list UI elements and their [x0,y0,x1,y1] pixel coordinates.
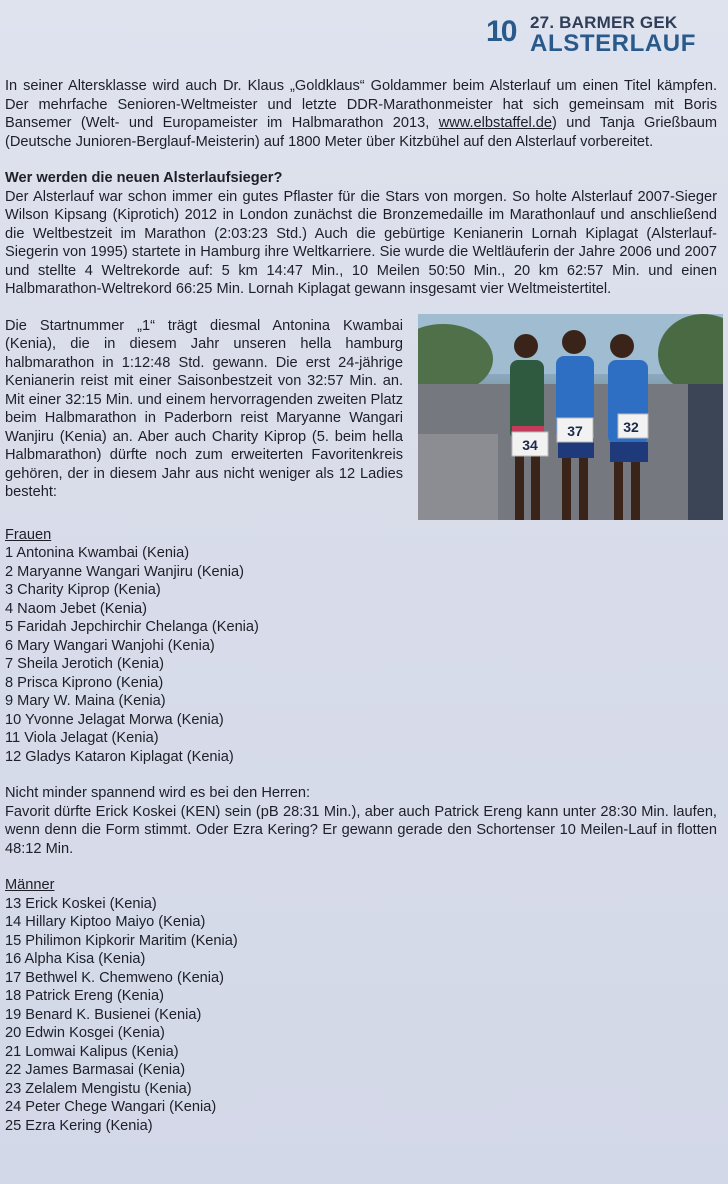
runners-photo [418,314,723,520]
logo-name: ALSTERLAUF [530,30,696,57]
list-item: 20 Edwin Kosgei (Kenia) [5,1025,165,1041]
list-item: 22 James Barmasai (Kenia) [5,1062,186,1078]
list-item: 21 Lomwai Kalipus (Kenia) [5,1043,179,1060]
intro-text-before: In seiner Altersklasse wird auch Dr. Klaus „Goldklaus“ Goldammer beim Alsterlauf um einen Titel kämpfen. Der mehrfache Senioren-Weltmeister und letzte DDR-Marathonmeister hat sich gemeinsam mit Boris Bansemer (Welt- und Europameister im Halbmarathon 2013, [5,78,717,131]
men-list-title: Männer [5,877,55,893]
startnummer-section [5,317,717,523]
list-item: 1 Antonina Kwambai (Kenia) [5,545,190,561]
list-item: 18 Patrick Ereng (Kenia) [5,988,164,1004]
men-intro-paragraph: Nicht minder spannend wird es bei den Herren: Favorit dürfte Erick Koskei (KEN) sein (pB 28:31 Min.), aber auch Patrick Ereng kann unter 28:30 Min. laufen, wenn denn die Form stimmt. Oder Ezra Kering? Er gewann gerade den Schortenser 10 Meilen-Lauf in flotten 48:12 Min. [5,785,717,857]
list-item: 3 Charity Kiprop (Kenia) [5,582,161,598]
bib-number: 34 [522,436,538,453]
list-item: 11 Viola Jelagat (Kenia) [5,730,159,746]
list-item: 16 Alpha Kisa (Kenia) [5,951,146,967]
elbstaffel-link[interactable]: www.elbstaffel.de [438,115,552,131]
list-item: 25 Ezra Kering (Kenia) [5,1117,153,1134]
list-item: 9 Mary W. Maina (Kenia) [5,693,166,709]
list-item: 4 Naom Jebet (Kenia) [5,600,147,617]
list-item: 15 Philimon Kipkorir Maritim (Kenia) [5,932,238,949]
list-item: 12 Gladys Kataron Kiplagat (Kenia) [5,748,234,765]
women-list [5,544,717,766]
section-new-winners [5,169,717,299]
list-item: 6 Mary Wangari Wanjohi (Kenia) [5,637,215,654]
list-item: 17 Bethwel K. Chemweno (Kenia) [5,969,225,986]
badge-number: 10 [486,15,516,48]
list-item: 24 Peter Chege Wangari (Kenia) [5,1099,217,1115]
article [5,77,717,1135]
section-heading: Wer werden die neuen Alsterlaufsieger? [5,170,283,186]
bib-number: 37 [567,422,583,439]
logo-edition: 27. BARMER GEK [530,13,678,32]
logo-wordmark [530,14,696,56]
bib-number: 32 [623,418,639,435]
list-item: 2 Maryanne Wangari Wanjiru (Kenia) [5,563,245,580]
list-item: 13 Erick Koskei (Kenia) [5,895,157,912]
alsterlauf-logo [486,14,696,56]
list-item: 8 Prisca Kiprono (Kenia) [5,674,164,691]
list-item: 7 Sheila Jerotich (Kenia) [5,656,164,672]
women-list-title: Frauen [5,526,52,543]
list-item: 14 Hillary Kiptoo Maiyo (Kenia) [5,914,206,930]
list-item: 5 Faridah Jepchirchir Chelanga (Kenia) [5,619,259,635]
anniversary-badge [486,17,524,53]
men-list [5,895,717,1136]
section-body: Der Alsterlauf war schon immer ein gutes Pflaster für die Stars von morgen. So holte Alsterlauf 2007-Sieger Wilson Kipsang (Kiprotich) 2012 in London zunächst die Bronzemedaille im Marathonlauf und anschließend die Weltbestzeit im Marathon (2:03:23 Std.) Auch die gebürtige Kenianerin Lornah Kiplagat (Alsterlauf-Siegerin von 1995) startete in Hamburg ihre Weltkarriere. Sie wurde die Weltläuferin der Jahre 2006 und 2007 und stellte 4 Weltrekorde auf: 5 km 14:47 Min., 10 Meilen 50:50 Min., 20 km 62:57 Min. und einen Halbmarathon-Weltrekord 66:25 Min. Lornah Kiplagat gewann insgesamt vier Weltmeistertitel. [5,188,717,297]
startnummer-paragraph: Die Startnummer „1“ trägt diesmal Antonina Kwambai (Kenia), die in diesem Jahr unseren hella hamburg halbmarathon in 1:12:48 Std. gewann. Die erst 24-jährige Kenianerin reist mit einer Saisonbestzeit von 32:57 Min. an. Mit einer 32:15 Min. und einem hervorragenden zweiten Platz beim Halbmarathon in Paderborn reist Maryanne Wangari Wanjiru (Kenia) an. Aber auch Charity Kiprop (5. beim hella Halbmarathon) dürfte noch zum erweiterten Favoritenkreis gehören, der in diesem Jahr aus nicht weniger als 12 Ladies besteht: [5,317,403,500]
list-item: 19 Benard K. Busienei (Kenia) [5,1006,202,1023]
intro-paragraph [5,77,717,151]
list-item: 10 Yvonne Jelagat Morwa (Kenia) [5,711,224,728]
runners-photo-illustration [418,314,723,520]
intro-text-after: ) und Tanja Grießbaum (Deutsche Junioren-Berglauf-Meisterin) auf 1800 Meter über Kitzbühel auf den Alsterlauf vorbereitet. [5,115,717,150]
list-item: 23 Zelalem Mengistu (Kenia) [5,1080,192,1097]
